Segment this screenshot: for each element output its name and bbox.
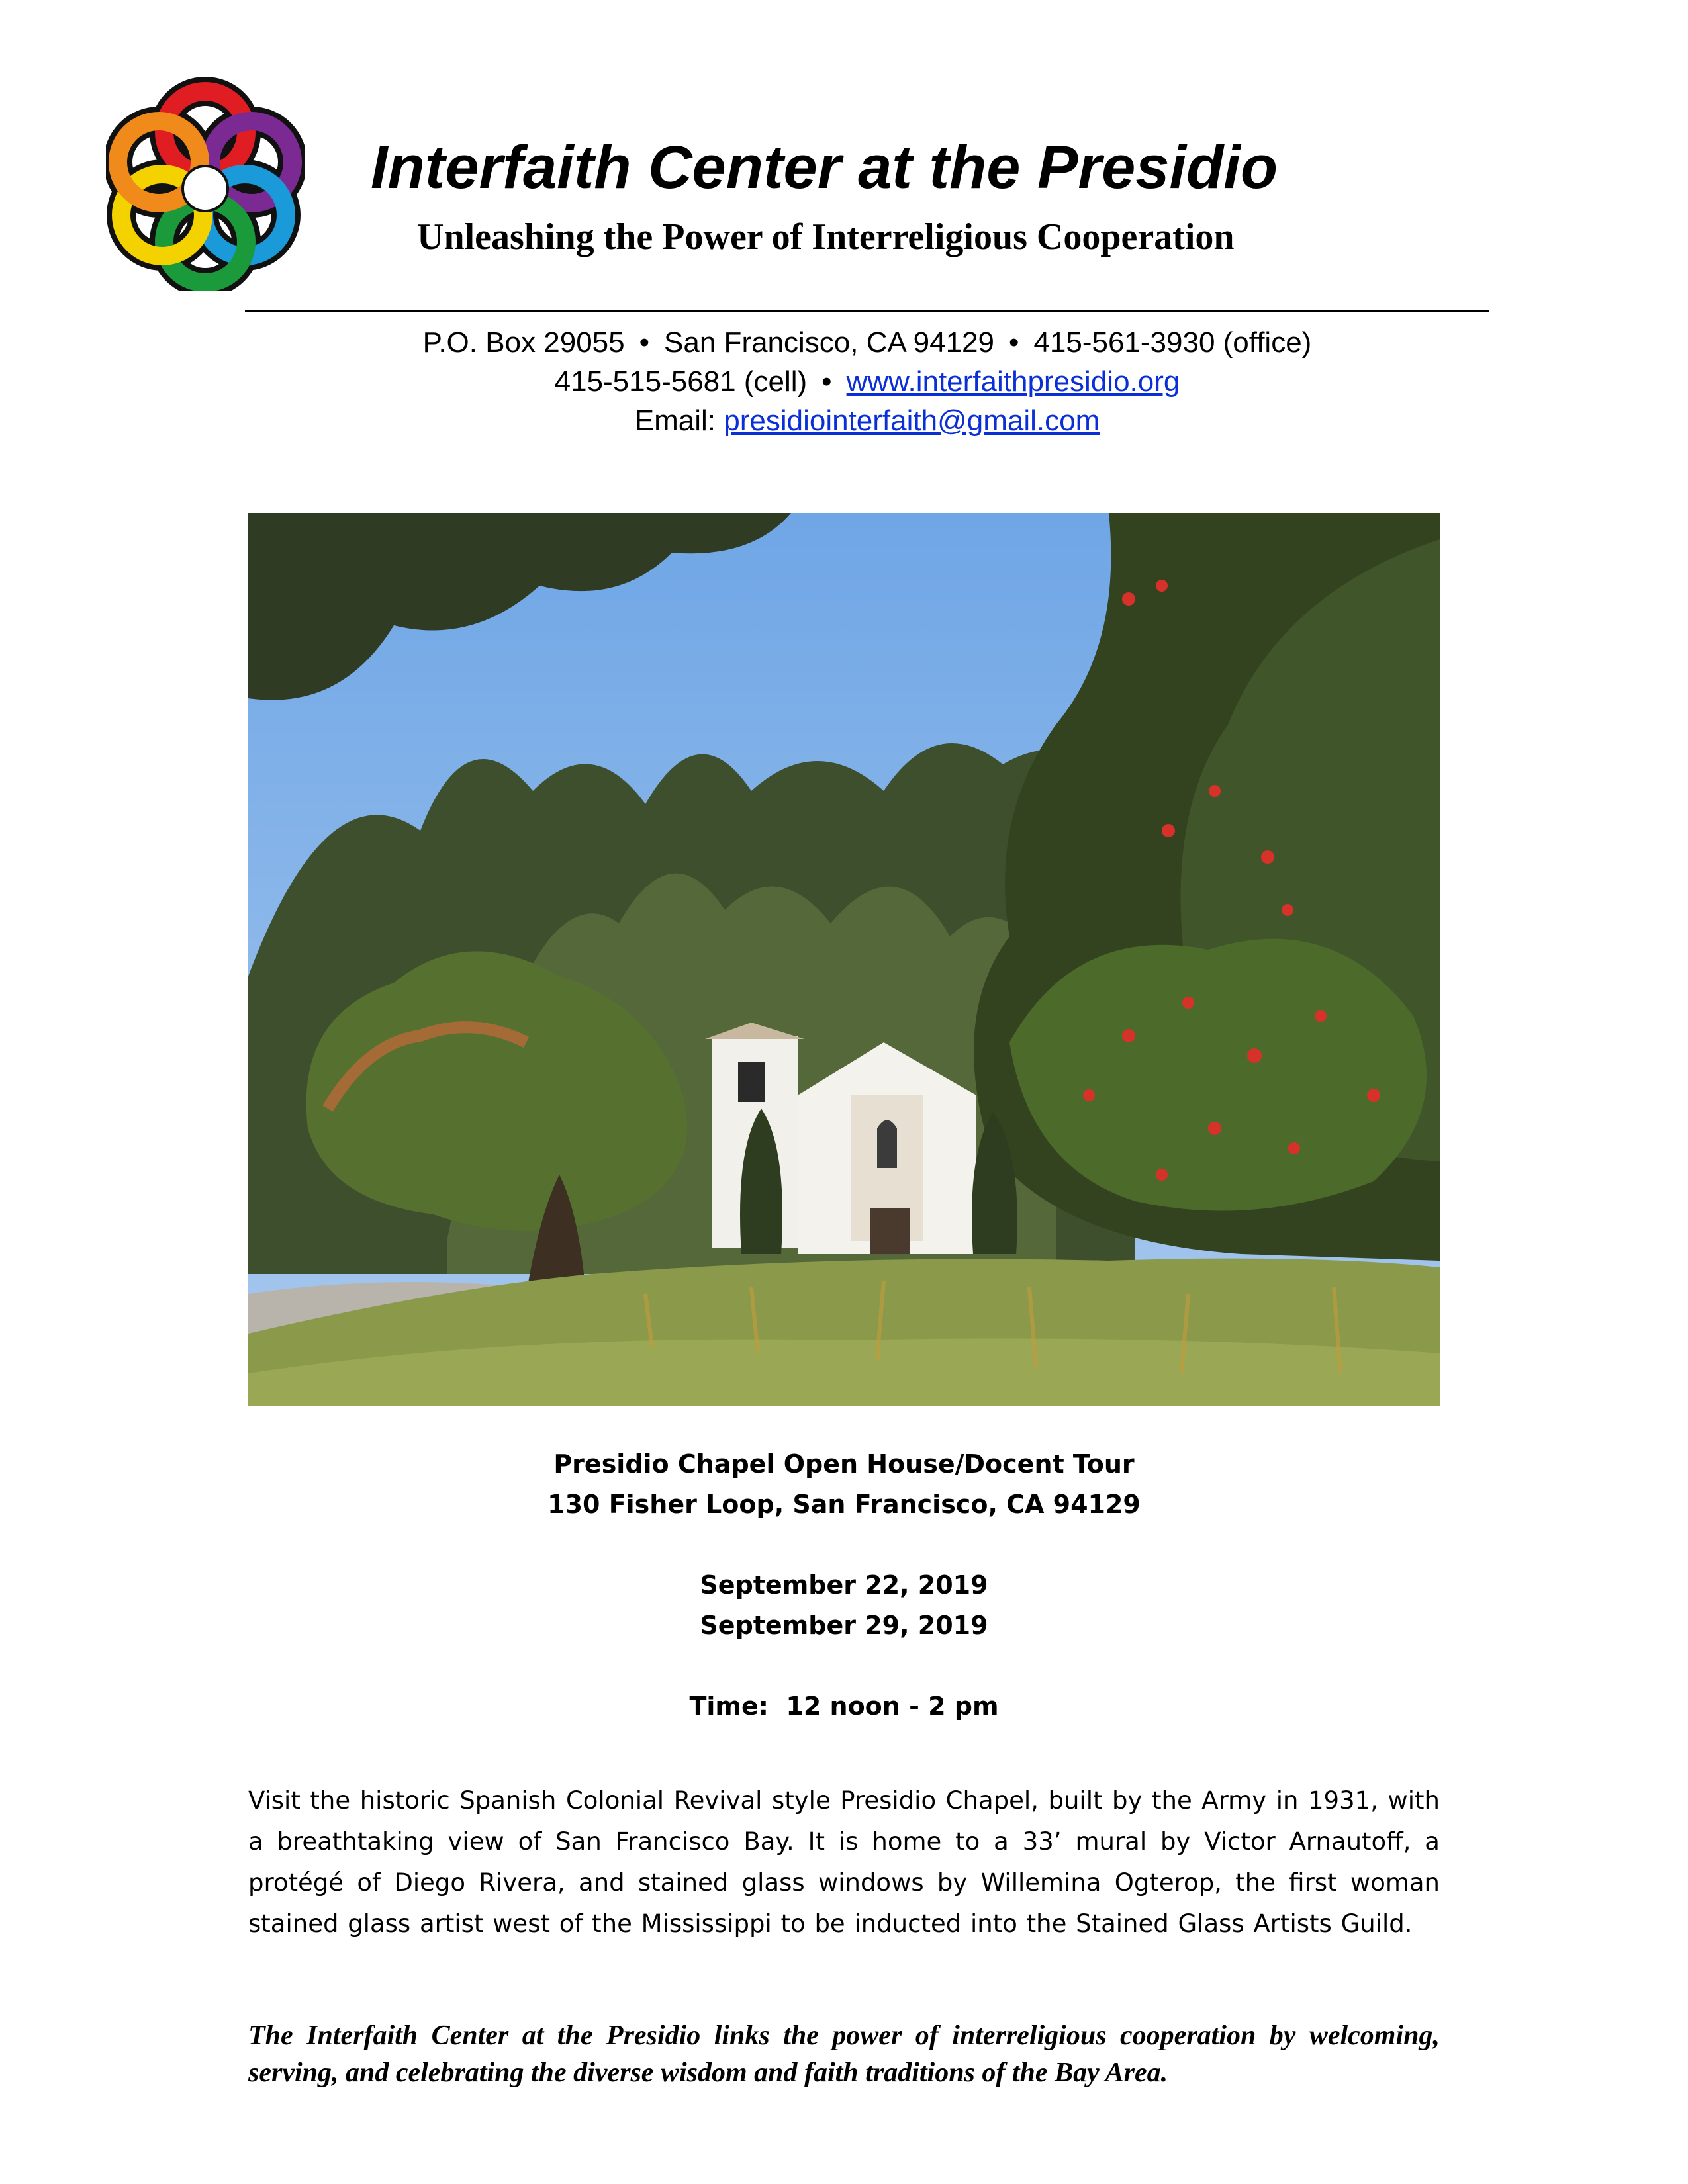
contact-line-1 [245,323,1489,362]
bullet-separator: • [821,365,832,398]
website-link[interactable]: www.interfaithpresidio.org [846,365,1180,398]
chapel-description: Visit the historic Spanish Colonial Revival style Presidio Chapel, built by the Army in 1931, with a breathtaking view of San Francisco Bay. It is home to a 33’ mural by Victor Arnautoff, a protégé of Diego Rivera, and stained glass windows by Willemina Ogterop, the first woman stained glass artist west of the Mississippi to be inducted into the Stained Glass Artists Guild. [248,1786,1440,1938]
header-divider [245,310,1489,312]
event-name: Presidio Chapel Open House/Docent Tour [553,1449,1135,1479]
mission-statement: The Interfaith Center at the Presidio links the power of interreligious cooperation by welcoming, serving, and celebrating the diverse wisdom and faith traditions of the Bay Area. [248,2021,1440,2088]
email-link[interactable]: presidiointerfaith@gmail.com [724,404,1100,437]
bullet-separator: • [639,326,650,359]
event-date: September 29, 2019 [700,1611,988,1640]
event-time: Time: 12 noon - 2 pm [689,1692,999,1721]
event-details [248,1444,1440,1727]
cell-phone: 415-515-5681 (cell) [554,365,808,398]
spacer [248,1525,1440,1565]
event-address: 130 Fisher Loop, San Francisco, CA 94129 [547,1490,1141,1519]
organization-tagline: Unleashing the Power of Interreligious Cooperation [417,216,1235,257]
po-box: P.O. Box 29055 [422,326,625,359]
interfaith-rings-logo-icon [106,66,305,291]
chapel-photo [248,513,1440,1406]
event-date: September 22, 2019 [700,1570,988,1600]
city-address: San Francisco, CA 94129 [664,326,994,359]
contact-line-2 [245,362,1489,401]
contact-block [245,323,1489,440]
bullet-separator: • [1009,326,1019,359]
organization-title: Interfaith Center at the Presidio [371,134,1278,201]
office-phone: 415-561-3930 (office) [1033,326,1312,359]
email-label: Email: [634,404,716,437]
spacer [248,1646,1440,1686]
contact-line-3 [245,401,1489,440]
